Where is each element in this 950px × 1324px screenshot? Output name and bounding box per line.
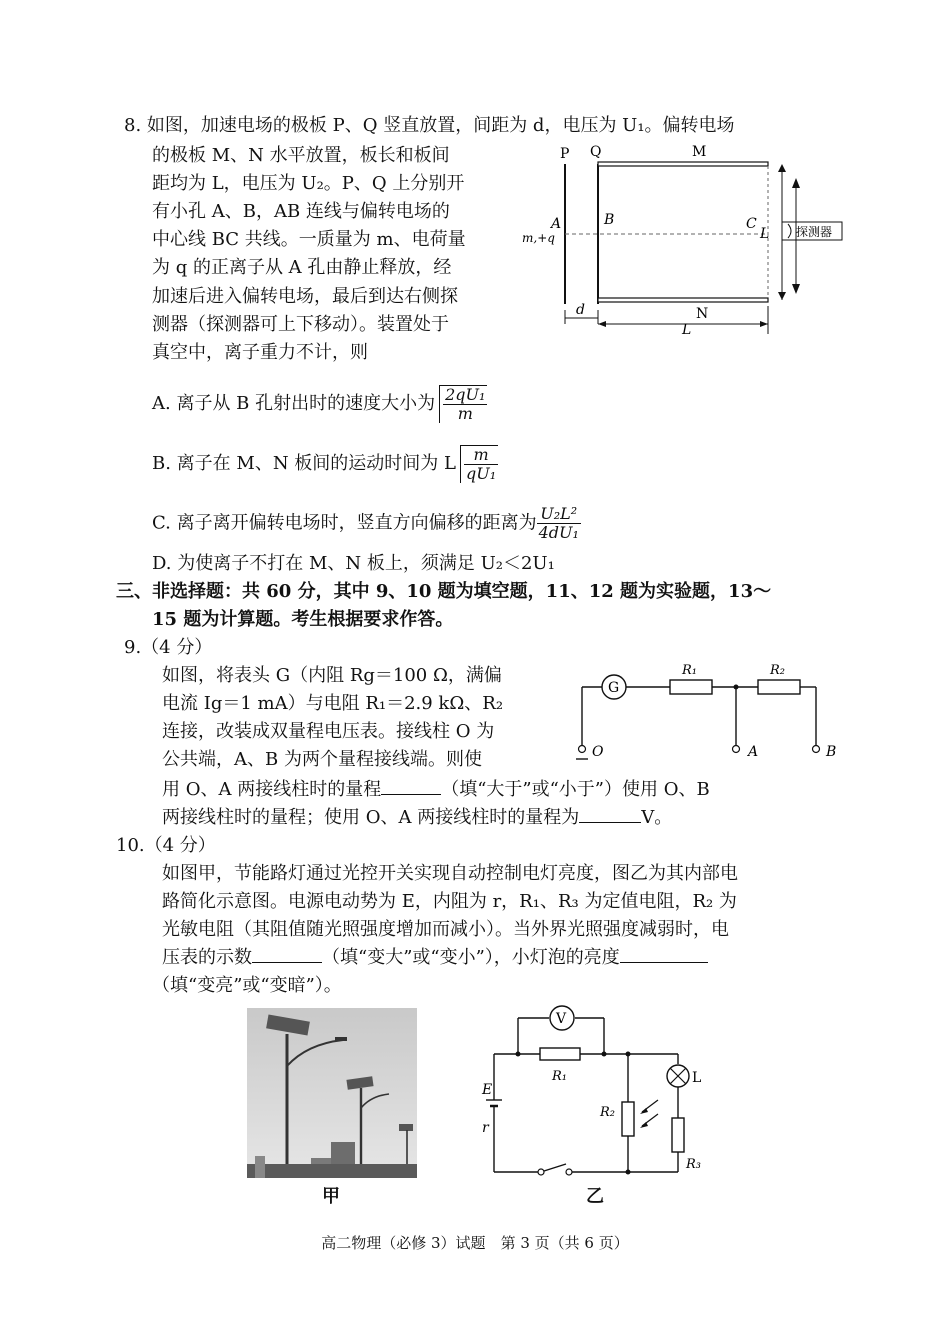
q8-line-3: 距均为 L，电压为 U₂。P、Q 上分别开 bbox=[152, 173, 465, 194]
q9-line-5a: 用 O、A 两接线柱时的量程 bbox=[162, 779, 382, 800]
label-r3: R₃ bbox=[686, 1157, 701, 1172]
q9-line-6 bbox=[162, 804, 672, 831]
resistor-r1 bbox=[540, 1048, 580, 1060]
label-q: Q bbox=[590, 144, 602, 160]
terminal-b bbox=[813, 746, 820, 753]
q8-option-b bbox=[152, 445, 498, 483]
section-3-line-1: 三、非选择题：共 60 分，其中 9、10 题为填空题，11、12 题为实验题，13～ bbox=[116, 581, 772, 602]
label-r1: R₁ bbox=[552, 1069, 567, 1084]
label-b: B bbox=[826, 744, 837, 760]
option-b-den: qU₁ bbox=[465, 464, 497, 483]
resistor-r1 bbox=[670, 680, 712, 694]
label-r2: R₂ bbox=[600, 1105, 615, 1120]
terminal-o bbox=[579, 746, 586, 753]
label-l-vertical: L bbox=[760, 226, 770, 242]
q9-line-5b: （填“大于”或“小于”）使用 O、B bbox=[441, 779, 710, 800]
q8-line-1: 8. 如图，加速电场的极板 P、Q 竖直放置，间距为 d，电压为 U₁。偏转电场 bbox=[124, 115, 735, 136]
label-r1: R₁ bbox=[682, 663, 697, 678]
q8-line-2: 的极板 M、N 水平放置，板长和板间 bbox=[152, 145, 450, 166]
label-d: d bbox=[576, 302, 585, 318]
resistor-r3 bbox=[672, 1118, 684, 1152]
q8-line-5: 中心线 BC 共线。一质量为 m、电荷量 bbox=[152, 229, 466, 250]
plate-m bbox=[598, 162, 768, 166]
label-e: E bbox=[482, 1082, 493, 1098]
q9-line-4: 公共端，A、B 为两个量程接线端。则使 bbox=[162, 749, 482, 770]
option-a-text: A. 离子从 B 孔射出时的速度大小为 bbox=[152, 393, 436, 414]
label-o: O bbox=[592, 744, 604, 760]
label-b: B bbox=[604, 212, 615, 228]
q8-line-9: 真空中，离子重力不计，则 bbox=[152, 342, 368, 363]
q8-deflection-diagram bbox=[520, 138, 850, 338]
label-g: G bbox=[608, 680, 620, 696]
q9-line-6a: 两接线柱时的量程；使用 O、A 两接线柱时的量程为 bbox=[162, 807, 580, 828]
q8-option-c bbox=[152, 505, 581, 542]
q8-line-6: 为 q 的正离子从 A 孔由静止释放，经 bbox=[152, 257, 452, 278]
option-a-den: m bbox=[457, 404, 473, 423]
label-particle: m,+q bbox=[522, 231, 555, 245]
q9-line-6b: V。 bbox=[641, 807, 673, 828]
label-n: N bbox=[696, 306, 709, 322]
q8-line-8: 测器（探测器可上下移动）。装置处于 bbox=[152, 314, 449, 335]
q10-line-4 bbox=[162, 944, 708, 971]
q10-line-4a: 压表的示数 bbox=[162, 947, 252, 968]
caption-jia: 甲 bbox=[322, 1186, 340, 1207]
label-v: V bbox=[556, 1011, 567, 1027]
section-3-line-2: 15 题为计算题。考生根据要求作答。 bbox=[152, 609, 454, 630]
q10-heading: 10.（4 分） bbox=[116, 835, 216, 856]
q9-line-1: 如图，将表头 G（内阻 Rg＝100 Ω，满偏 bbox=[162, 665, 502, 686]
q10-blank-2[interactable] bbox=[620, 944, 708, 963]
photoresistor-r2 bbox=[622, 1102, 634, 1136]
option-a-num: 2qU₁ bbox=[445, 385, 486, 404]
q8-option-a bbox=[152, 385, 487, 423]
q10-line-3: 光敏电阻（其阻值随光照强度增加而减小）。当外界光照强度减弱时，电 bbox=[162, 919, 729, 940]
option-c-den: 4dU₁ bbox=[538, 523, 579, 542]
q9-line-3: 连接，改装成双量程电压表。接线柱 O 为 bbox=[162, 721, 495, 742]
street-lamp-photo bbox=[247, 1008, 417, 1178]
page-footer: 高二物理（必修 3）试题 第 3 页（共 6 页） bbox=[321, 1234, 629, 1252]
q10-line-5: （填“变亮”或“变暗”）。 bbox=[152, 975, 342, 996]
q8-line-7: 加速后进入偏转电场，最后到达右侧探 bbox=[152, 286, 458, 307]
q8-option-d: D. 为使离子不打在 M、N 板上，须满足 U₂＜2U₁ bbox=[152, 553, 555, 574]
label-r-internal: r bbox=[482, 1120, 489, 1136]
plate-n bbox=[598, 298, 768, 302]
q9-blank-1[interactable] bbox=[381, 776, 441, 795]
q10-line-2: 路简化示意图。电源电动势为 E，内阻为 r，R₁、R₃ 为定值电阻，R₂ 为 bbox=[162, 891, 737, 912]
option-b-text: B. 离子在 M、N 板间的运动时间为 L bbox=[152, 453, 456, 474]
q9-line-5 bbox=[162, 776, 710, 803]
caption-yi: 乙 bbox=[586, 1186, 604, 1207]
switch bbox=[544, 1164, 566, 1171]
terminal-a bbox=[733, 746, 740, 753]
q9-blank-2[interactable] bbox=[579, 804, 641, 823]
label-m: M bbox=[692, 144, 707, 160]
q9-line-2: 电流 Ig＝1 mA）与电阻 R₁＝2.9 kΩ、R₂ bbox=[162, 693, 504, 714]
option-c-text: C. 离子离开偏转电场时，竖直方向偏移的距离为 bbox=[152, 512, 537, 534]
q10-blank-1[interactable] bbox=[252, 944, 322, 963]
q9-voltmeter-circuit bbox=[570, 655, 850, 765]
label-detector: 探测器 bbox=[796, 225, 833, 239]
q9-heading: 9.（4 分） bbox=[124, 637, 213, 658]
resistor-r2 bbox=[758, 680, 800, 694]
q8-line-4: 有小孔 A、B，AB 连线与偏转电场的 bbox=[152, 201, 450, 222]
label-lamp: L bbox=[692, 1070, 702, 1086]
label-p: P bbox=[560, 146, 570, 162]
label-c: C bbox=[746, 216, 757, 232]
q10-light-control-circuit bbox=[478, 1004, 718, 1184]
q10-line-4b: （填“变大”或“变小”），小灯泡的亮度 bbox=[322, 947, 620, 968]
option-b-num: m bbox=[464, 446, 498, 465]
label-l-horizontal: L bbox=[682, 322, 692, 338]
label-r2: R₂ bbox=[770, 663, 785, 678]
q10-line-1: 如图甲，节能路灯通过光控开关实现自动控制电灯亮度，图乙为其内部电 bbox=[162, 863, 738, 884]
label-a: A bbox=[551, 216, 562, 232]
label-a: A bbox=[748, 744, 759, 760]
option-c-num: U₂L² bbox=[537, 505, 581, 524]
